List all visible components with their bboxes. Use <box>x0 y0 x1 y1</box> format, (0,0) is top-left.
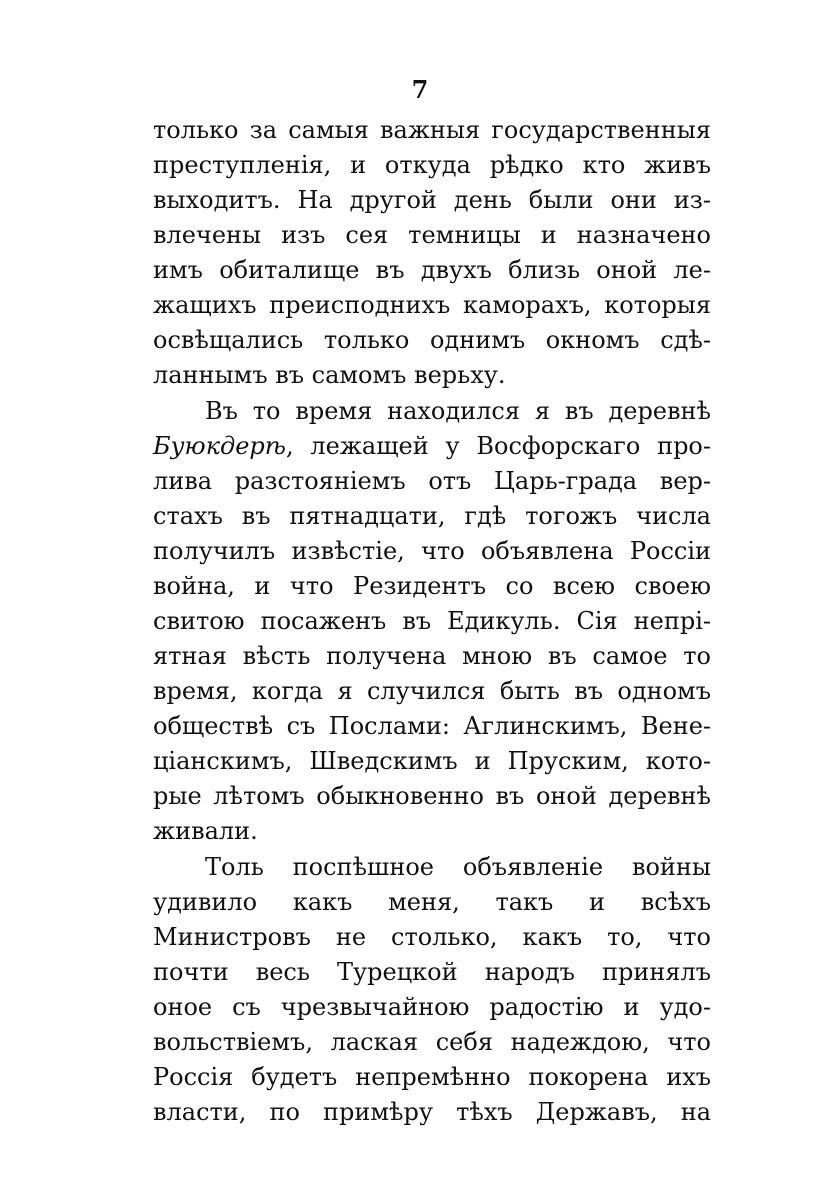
text-line <box>153 429 711 463</box>
text-line: удивило какъ меня, такъ и всѣхъ <box>153 888 711 916</box>
paragraph-first-line: Толь поспѣшное объявленіе войны <box>205 853 711 881</box>
text-line: ятная вѣсть получена мною въ самое то <box>153 642 711 670</box>
text-line: война, и что Резидентъ со всею своею <box>153 572 711 600</box>
text-line: ланнымъ въ самомъ верьху. <box>153 361 506 389</box>
text-line: стахъ въ пятнадцати, гдѣ тогожъ числа <box>153 502 711 530</box>
text-line: время, когда я случился быть въ одномъ <box>153 677 711 705</box>
text-line: ціанскимъ, Шведскимъ и Пруским, кото- <box>153 747 711 775</box>
paragraph-first-line: Въ то время находился я въ деревнѣ <box>205 397 711 425</box>
text-line: жащихъ преисподнихъ каморахъ, которыя <box>153 291 711 319</box>
text-line: власти, по примѣру тѣхъ Державъ, на <box>153 1098 711 1126</box>
text-line: преступленія, и откуда рѣдко кто живъ <box>153 151 711 179</box>
text-line: Россія будетъ непремѣнно покорена ихъ <box>153 1063 711 1091</box>
text-line: свитою посаженъ въ Едикуль. Сія непрі- <box>153 607 711 635</box>
text-line: рые лѣтомъ обыкновенно въ оной деревнѣ <box>153 782 711 810</box>
text-line: освѣщались только однимъ окномъ сдѣ- <box>153 326 711 354</box>
text-line: оное съ чрезвычайною радостію и удо- <box>153 993 711 1021</box>
text-line: получилъ извѣстіе, что объявлена Россіи <box>153 537 711 565</box>
text-line: живали. <box>153 817 258 845</box>
italic-place-name: Буюкдерѣ <box>153 432 286 460</box>
text-line: влечены изъ сея темницы и назначено <box>153 221 711 249</box>
text-line: лива разстояніемъ отъ Царь-града вер- <box>153 467 711 495</box>
text-line: только за самыя важныя государственныя <box>153 116 711 144</box>
text-line: почти весь Турецкой народъ принялъ <box>153 958 711 986</box>
text-line: Министровъ не столько, какъ то, что <box>153 923 711 951</box>
text-line: выходитъ. На другой день были они из- <box>153 186 711 214</box>
page-number: 7 <box>411 75 429 104</box>
text-line-rest: , лежащей у Восфорскаго про- <box>285 432 711 460</box>
text-line: обществѣ съ Послами: Аглинскимъ, Вене- <box>153 712 711 740</box>
text-line: имъ обиталище въ двухъ близь оной ле- <box>153 256 711 284</box>
text-line: вольствіемъ, лаская себя надеждою, что <box>153 1028 711 1056</box>
